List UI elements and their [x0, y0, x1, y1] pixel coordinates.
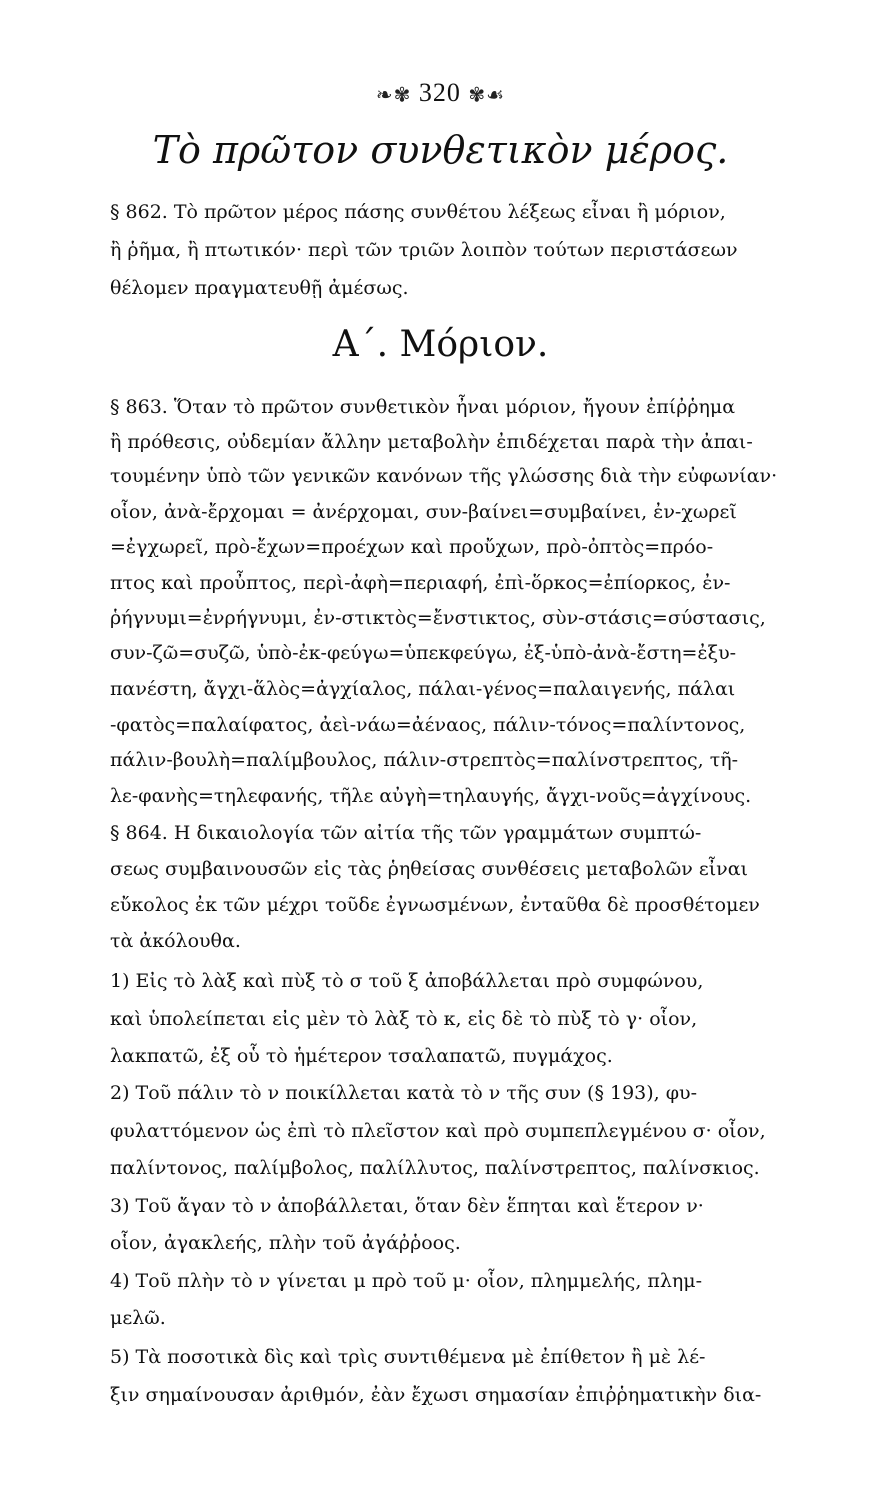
running-head	[0, 78, 881, 108]
text-line: ἢ ῥῆμα, ἢ πτωτικόν· περὶ τῶν τριῶν λοιπὸν τούτων περιστάσεων	[110, 239, 738, 261]
text-line: οἷον, ἀνὰ-ἔρχομαι = ἀνέρχομαι, συν-βαίνει=συμβαίνει, ἐν-χωρεῖ	[110, 501, 737, 523]
text-line: τουμένην ὑπὸ τῶν γενικῶν κανόνων τῆς γλώσσης διὰ τὴν εὐφωνίαν·	[110, 465, 778, 487]
ornament-right-icon: ✾☙	[468, 84, 506, 107]
text-line: θέλομεν πραγματευθῇ ἀμέσως.	[110, 277, 409, 299]
text-line: ξιν σημαίνουσαν ἀριθμόν, ἐὰν ἔχωσι σημασίαν ἐπιῤῥηματικὴν δια-	[110, 1384, 762, 1406]
text-line: παλίντονος, παλίμβολος, παλίλλυτος, παλίνστρεπτος, παλίνσκιος.	[110, 1157, 760, 1179]
text-line: εὔκολος ἐκ τῶν μέχρι τοῦδε ἐγνωσμένων, ἐνταῦθα δὲ προσθέτομεν	[110, 894, 760, 916]
text-line: 5) Τὰ ποσοτικὰ δὶς καὶ τρὶς συντιθέμενα μὲ ἐπίθετον ἢ μὲ λέ-	[110, 1346, 706, 1368]
text-line: οἷον, ἀγακλεής, πλὴν τοῦ ἀγάῤῥοος.	[110, 1232, 461, 1254]
text-line: μελῶ.	[110, 1307, 166, 1329]
text-line: σεως συμβαινουσῶν εἰς τὰς ῥηθείσας συνθέσεις μεταβολῶν εἶναι	[110, 858, 748, 880]
text-line: 2) Τοῦ πάλιν τὸ ν ποικίλλεται κατὰ τὸ ν τῆς συν (§ 193), φυ-	[110, 1082, 698, 1104]
text-line: τὰ ἀκόλουθα.	[110, 930, 241, 952]
text-line: § 862. Τὸ πρῶτον μέρος πάσης συνθέτου λέξεως εἶναι ἢ μόριον,	[110, 201, 726, 223]
text-line: 4) Τοῦ πλὴν τὸ ν γίνεται μ πρὸ τοῦ μ· οἷον, πλημμελής, πλημ-	[110, 1270, 703, 1292]
text-line: καὶ ὑπολείπεται εἰς μὲν τὸ λὰξ τὸ κ, εἰς δὲ τὸ πὺξ τὸ γ· οἷον,	[110, 1008, 698, 1030]
text-line: ἢ πρόθεσις, οὐδεμίαν ἄλλην μεταβολὴν ἐπιδέχεται παρὰ τὴν ἀπαι-	[110, 431, 753, 453]
ornament-left-icon: ❧✾	[375, 84, 412, 107]
text-line: λακπατῶ, ἐξ οὗ τὸ ἡμέτερον τσαλαπατῶ, πυγμάχος.	[110, 1045, 613, 1067]
text-line: 3) Τοῦ ἄγαν τὸ ν ἀποβάλλεται, ὅταν δὲν ἕπηται καὶ ἕτερον ν·	[110, 1195, 704, 1217]
text-line: πάλιν-βουλὴ=παλίμβουλος, πάλιν-στρεπτὸς=παλίνστρεπτος, τῆ-	[110, 749, 739, 771]
text-line: συν-ζῶ=συζῶ, ὑπὸ-ἐκ-φεύγω=ὑπεκφεύγω, ἐξ-ὑπὸ-ἀνὰ-ἔστη=ἐξυ-	[110, 642, 737, 664]
text-line: § 864. Η δικαιολογία τῶν αἰτία τῆς τῶν γραμμάτων συμπτώ-	[110, 822, 702, 844]
text-line: § 863. Ὅταν τὸ πρῶτον συνθετικὸν ἦναι μόριον, ἤγουν ἐπίῤῥημα	[110, 396, 736, 418]
text-line: πτος καὶ προὖπτος, περὶ-ἀφὴ=περιαφή, ἐπὶ-ὅρκος=ἐπίορκος, ἐν-	[110, 572, 731, 594]
text-line: ῥήγνυμι=ἐνρήγνυμι, ἐν-στικτὸς=ἔνστικτος, σὺν-στάσις=σύστασις,	[110, 607, 766, 629]
chapter-title: Τὸ πρῶτον συνθετικὸν μέρος.	[152, 128, 729, 172]
text-line: πανέστη, ἄγχι-ἅλὸς=ἀγχίαλος, πάλαι-γένος=παλαιγενής, πάλαι	[110, 678, 736, 700]
page-number: 320	[418, 78, 461, 107]
text-line: =ἐγχωρεῖ, πρὸ-ἔχων=προέχων καὶ προὔχων, πρὸ-ὀπτὸς=πρόο-	[110, 536, 714, 558]
text-line: 1) Εἰς τὸ λὰξ καὶ πὺξ τὸ σ τοῦ ξ ἀποβάλλεται πρὸ συμφώνου,	[110, 970, 704, 992]
text-line: λε-φανὴς=τηλεφανής, τῆλε αὐγὴ=τηλαυγής, ἄγχι-νοῦς=ἀγχίνους.	[110, 785, 752, 807]
section-subtitle: Α΄. Μόριον.	[332, 324, 549, 365]
text-line: -φατὸς=παλαίφατος, ἀεὶ-νάω=ἀέναος, πάλιν-τόνος=παλίντονος,	[110, 714, 746, 736]
text-line: φυλαττόμενον ὡς ἐπὶ τὸ πλεῖστον καὶ πρὸ συμπεπλεγμένου σ· οἷον,	[110, 1120, 766, 1142]
